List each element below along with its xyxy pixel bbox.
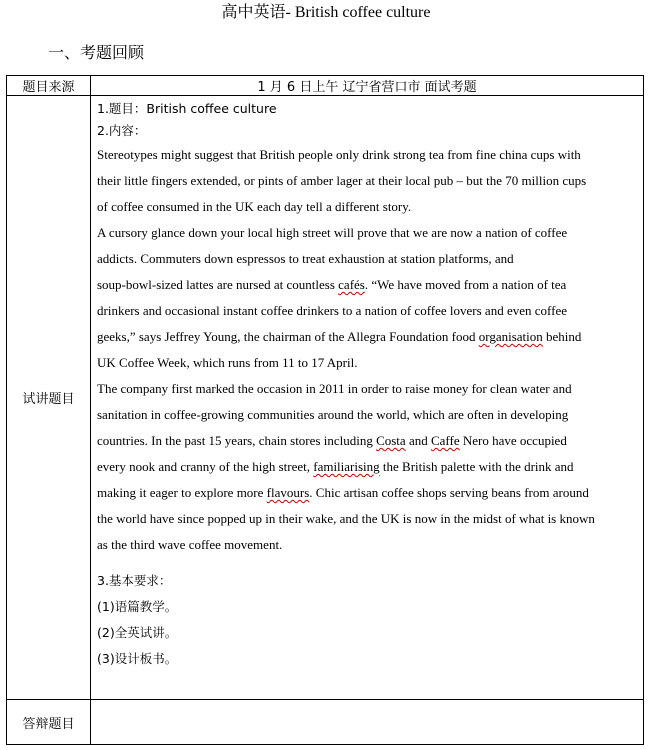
source-label: 题目来源 [7, 76, 91, 96]
paragraph-2-line [97, 272, 637, 298]
content-label: 2.内容： [97, 123, 147, 138]
paragraph-3-line: the world have since popped up in their wake, and the UK is now in the midst of what is known [97, 511, 595, 526]
spellcheck-word: Costa [376, 433, 406, 448]
requirements-label: 3.基本要求： [97, 573, 172, 588]
paragraph-3-line: as the third wave coffee movement. [97, 537, 283, 552]
paragraph-3-line [97, 480, 637, 506]
answer-value [91, 700, 644, 745]
text-run: and [405, 433, 431, 448]
spellcheck-word: familiarising [313, 459, 380, 474]
paragraph-1-line: their little fingers extended, or pints of amber lager at their local pub – but the 70 million cups [97, 173, 587, 188]
paragraph-1 [97, 142, 637, 220]
paragraph-2-line: addicts. Commuters down espressos to treat exhaustion at station platforms, and [97, 251, 514, 266]
paragraph-3 [97, 376, 637, 558]
document-title: 高中英语- British coffee culture [221, 4, 431, 21]
topic-title-line: 1.题目：British coffee culture [97, 101, 277, 116]
text-run: Nero have occupied [459, 433, 567, 448]
source-row [7, 76, 644, 96]
text-run: . Chic artisan coffee shops serving beans from around [309, 485, 589, 500]
text-run: soup-bowl-sized lattes are nursed at countless [97, 277, 339, 292]
spellcheck-word: flavours [266, 485, 310, 500]
text-run: behind [542, 329, 582, 344]
topic-row [7, 96, 644, 700]
text-run: countries. In the past 15 years, chain stores including [97, 433, 377, 448]
paragraph-3-line [97, 428, 637, 454]
text-run: . “We have moved from a nation of tea [364, 277, 567, 292]
topic-label: 试讲题目 [7, 96, 91, 700]
topic-content [91, 96, 644, 700]
text-run: every nook and cranny of the high street, [97, 459, 314, 474]
text-run: the British palette with the drink and [379, 459, 574, 474]
section-heading: 一、考题回顾 [48, 43, 145, 62]
exam-table [6, 75, 644, 745]
answer-label: 答辩题目 [7, 700, 91, 745]
paragraph-2-line: A cursory glance down your local high street will prove that we are now a nation of coffee [97, 225, 568, 240]
paragraph-3-line: sanitation in coffee-growing communities around the world, which are often in developing [97, 407, 569, 422]
paragraph-1-line: Stereotypes might suggest that British people only drink strong tea from fine china cups with [97, 147, 581, 162]
paragraph-1-line: of coffee consumed in the UK each day tell a different story. [97, 199, 412, 214]
requirement-item: (3)设计板书。 [97, 651, 178, 666]
spellcheck-word: organisation [478, 329, 543, 344]
spellcheck-word: cafés [338, 277, 365, 292]
paragraph-2-line [97, 324, 637, 350]
spacer [97, 558, 637, 568]
source-value: 1 月 6 日上午 辽宁省营口市 面试考题 [91, 76, 644, 96]
answer-row [7, 700, 644, 745]
spellcheck-word: Caffe [430, 433, 460, 448]
text-run: geeks,” says Jeffrey Young, the chairman of the Allegra Foundation food [97, 329, 479, 344]
text-run: making it eager to explore more [97, 485, 267, 500]
requirement-item: (2)全英试讲。 [97, 625, 178, 640]
paragraph-2-line: UK Coffee Week, which runs from 11 to 17 April. [97, 355, 358, 370]
requirement-item: (1)语篇教学。 [97, 599, 178, 614]
paragraph-2 [97, 220, 637, 376]
paragraph-2-line: drinkers and occasional instant coffee drinkers to a nation of coffee lovers and even coffee [97, 303, 567, 318]
paragraph-3-line [97, 454, 637, 480]
paragraph-3-line: The company first marked the occasion in 2011 in order to raise money for clean water and [97, 381, 572, 396]
